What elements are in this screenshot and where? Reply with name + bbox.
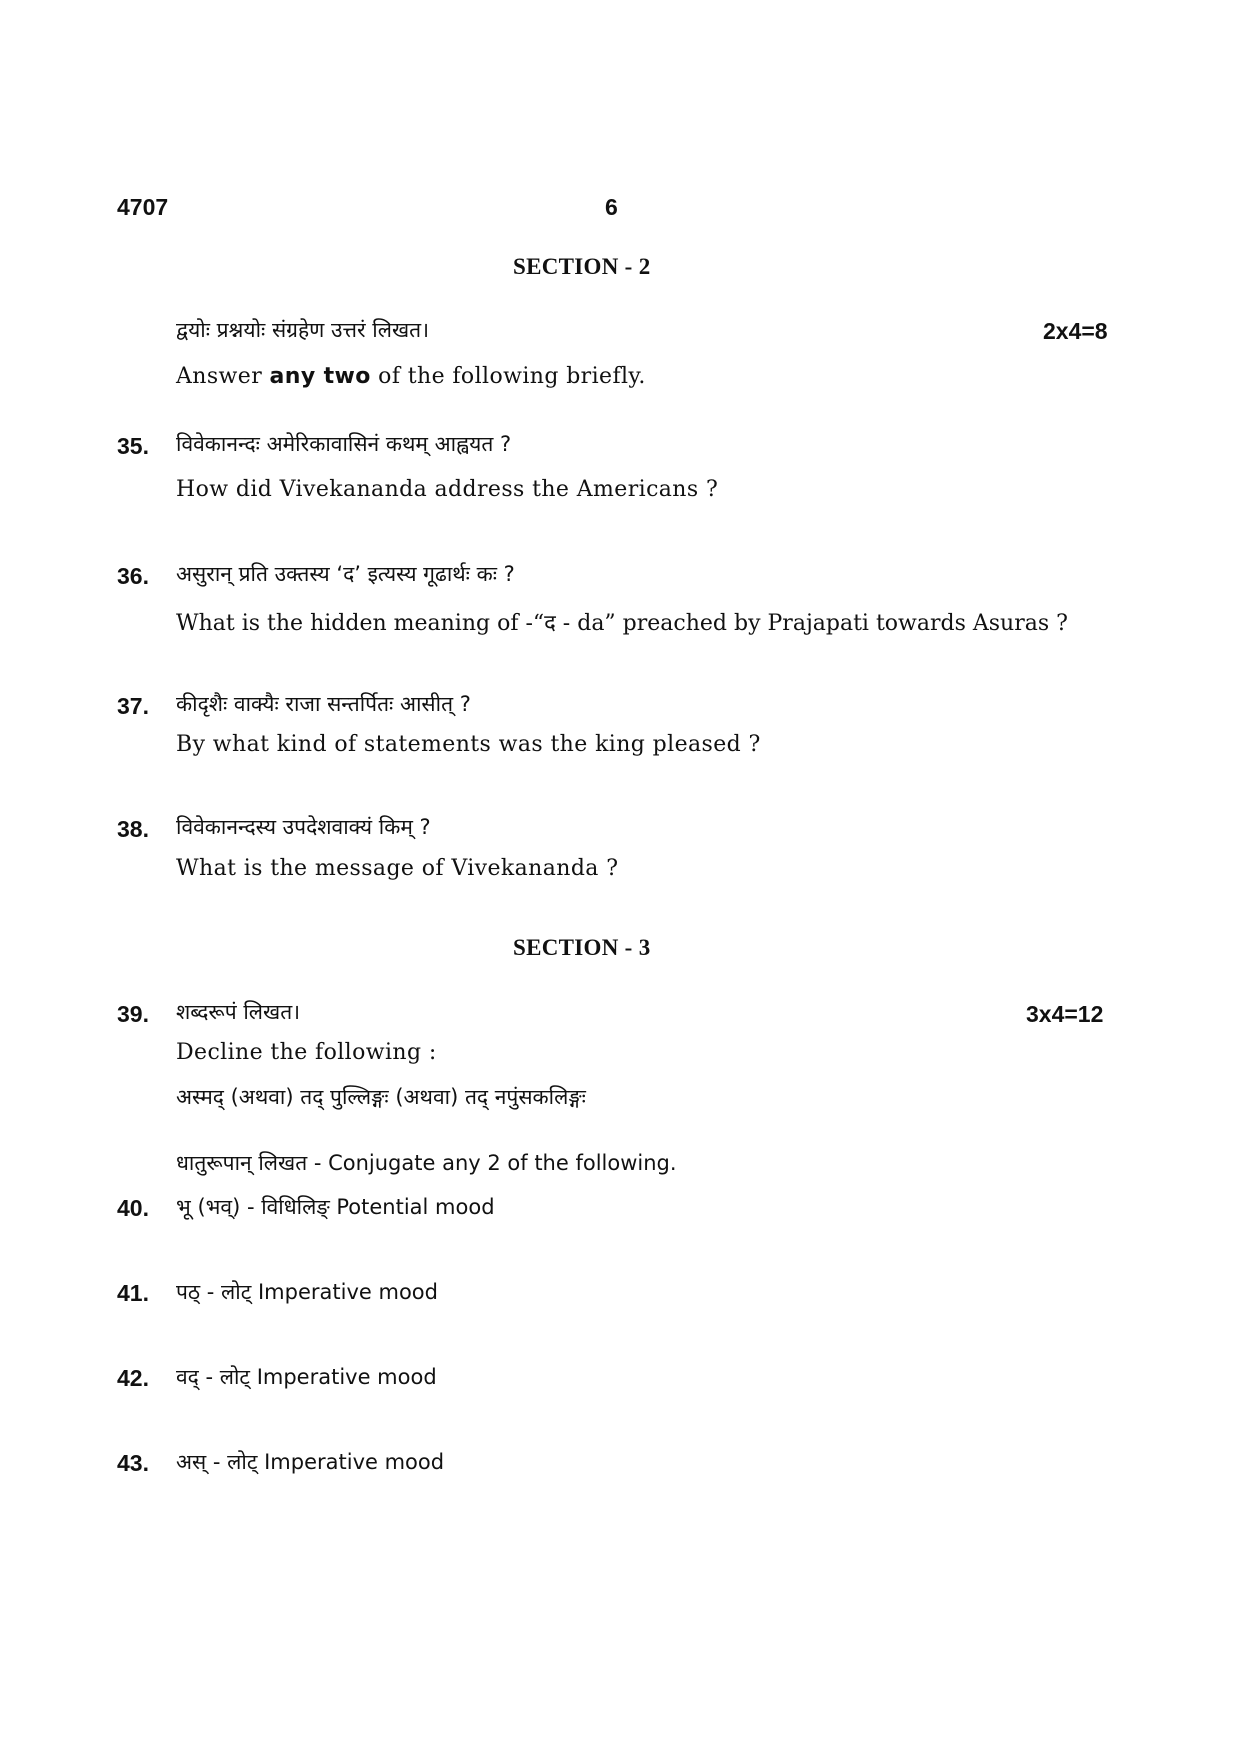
question-number-38: 38. <box>117 816 149 842</box>
question-39-english: Decline the following : <box>176 1040 437 1065</box>
question-39-options: अस्मद् (अथवा) तद् पुल्लिङ्गः (अथवा) तद् नपुंसकलिङ्गः <box>176 1085 586 1109</box>
section-3-title: SECTION - 3 <box>513 935 651 960</box>
question-36-english: What is the hidden meaning of -“द - da” preached by Prajapati towards Asuras ? <box>176 611 1068 636</box>
question-37-sanskrit: कीदृशैः वाक्यैः राजा सन्तर्पितः आसीत् ? <box>176 692 471 716</box>
question-39-sanskrit: शब्दरूपं लिखत। <box>176 1000 301 1024</box>
question-41-text: पठ् - लोट् Imperative mood <box>176 1280 438 1304</box>
question-number-41: 41. <box>117 1280 149 1306</box>
section-2-marks: 2x4=8 <box>1043 318 1108 344</box>
question-36-sanskrit: असुरान् प्रति उक्तस्य ‘द’ इत्यस्य गूढार्थः कः ? <box>176 562 515 586</box>
question-number-43: 43. <box>117 1450 149 1476</box>
question-number-40: 40. <box>117 1195 149 1221</box>
section-3-marks: 3x4=12 <box>1026 1001 1104 1027</box>
page-number: 6 <box>605 194 618 220</box>
question-38-english: What is the message of Vivekananda ? <box>176 856 619 881</box>
question-number-36: 36. <box>117 563 149 589</box>
question-number-42: 42. <box>117 1365 149 1391</box>
question-43-text: अस् - लोट् Imperative mood <box>176 1450 445 1474</box>
question-42-text: वद् - लोट् Imperative mood <box>176 1365 437 1389</box>
question-35-english: How did Vivekananda address the Americans ? <box>176 477 719 502</box>
question-number-35: 35. <box>117 433 149 459</box>
question-number-37: 37. <box>117 693 149 719</box>
question-35-sanskrit: विवेकानन्दः अमेरिकावासिनं कथम् आह्वयत ? <box>176 432 512 456</box>
section-2-instruction-sanskrit: द्वयोः प्रश्नयोः संग्रहेण उत्तरं लिखत। <box>176 318 430 342</box>
section-2-title: SECTION - 2 <box>513 254 651 279</box>
paper-code: 4707 <box>117 194 169 220</box>
question-38-sanskrit: विवेकानन्दस्य उपदेशवाक्यं किम् ? <box>176 815 431 839</box>
section-2-instruction-english: Answer any two of the following briefly. <box>176 364 646 389</box>
conjugate-instruction: धातुरूपान् लिखत - Conjugate any 2 of the following. <box>176 1151 677 1175</box>
question-number-39: 39. <box>117 1001 149 1027</box>
question-40-text: भू (भव्) - विधिलिङ् Potential mood <box>176 1195 495 1219</box>
question-37-english: By what kind of statements was the king pleased ? <box>176 732 761 757</box>
